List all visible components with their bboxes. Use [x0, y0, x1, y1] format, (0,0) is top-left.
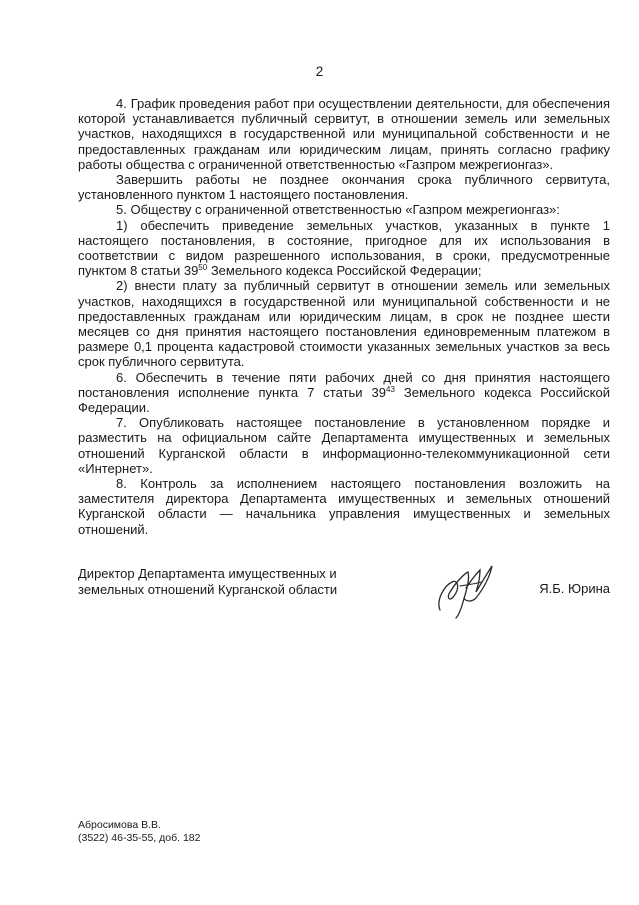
handwritten-signature	[430, 552, 506, 622]
document-body	[78, 96, 610, 537]
paragraph	[78, 202, 610, 217]
signer-title-line-1: Директор Департамента имущественных и	[78, 566, 337, 581]
paragraph-text: 2) внести плату за публичный сервитут в отношении земель или земельных участков, находящихся в государственной или муниципальной собственности и не предоставленных гражданам или юридическим лицам, в срок не позднее шести месяцев со дня принятия настоящего постановления единовременным платежом в размере 0,1 процента кадастровой стоимости указанных земельных участков за весь срок публичного сервитута.	[78, 278, 610, 370]
paragraph	[78, 218, 610, 279]
paragraph-text: 4. График проведения работ при осуществлении деятельности, для обеспечения которой устанавливается публичный сервитут, в отношении земель или земельных участков, находящихся в государственной или муниципальной собственности и не предоставленных гражданам или юридическим лицам, принять согласно графику работы общества с ограниченной ответственностью «Газпром межрегионгаз».	[78, 96, 610, 172]
signer-title	[78, 566, 378, 598]
paragraph	[78, 476, 610, 537]
paragraph	[78, 172, 610, 202]
paragraph-text: Завершить работы не позднее окончания срока публичного сервитута, установленного пунктом 1 настоящего постановления.	[78, 172, 610, 203]
signer-name: Я.Б. Юрина	[539, 581, 610, 596]
footer-author: Абросимова В.В.	[78, 819, 161, 831]
paragraph-text: 7. Опубликовать настоящее постановление в установленном порядке и разместить на официальном сайте Департамента имущественных и земельных отношений Курганской области в информационно-телекоммуникационной сети «Интернет».	[78, 415, 610, 476]
superscript: 43	[386, 384, 395, 394]
page-number: 2	[315, 64, 324, 79]
paragraph-text: Земельного кодекса Российской Федерации.	[78, 384, 610, 416]
paragraph-text: 8. Контроль за исполнением настоящего постановления возложить на заместителя директора Департамента имущественных и земельных отношений Курганской области — начальника управления имущественных и земельных отношений.	[78, 476, 610, 537]
paragraph-text: 6. Обеспечить в течение пяти рабочих дней со дня принятия настоящего постановления исполнение пункта 7 статьи 39	[78, 369, 610, 400]
paragraph-text: 5. Обществу с ограниченной ответственностью «Газпром межрегионгаз»:	[116, 202, 560, 218]
paragraph	[78, 370, 610, 416]
footer-contact	[78, 819, 200, 845]
paragraph	[78, 278, 610, 369]
footer-phone: (3522) 46-35-55, доб. 182	[78, 832, 201, 844]
signature-block	[78, 566, 610, 636]
paragraph	[78, 96, 610, 172]
paragraph	[78, 415, 610, 476]
paragraph-text: Земельного кодекса Российской Федерации;	[207, 263, 482, 279]
superscript: 50	[198, 263, 208, 273]
signer-title-line-2: земельных отношений Курганской области	[78, 582, 338, 597]
paragraph-text: 1) обеспечить приведение земельных участков, указанных в пункте 1 настоящего постановления, в состояние, пригодное для их использования в соответствии с видом разрешенного использования, в сроки, предусмотренные пунктом 8 статьи 39	[78, 217, 610, 279]
